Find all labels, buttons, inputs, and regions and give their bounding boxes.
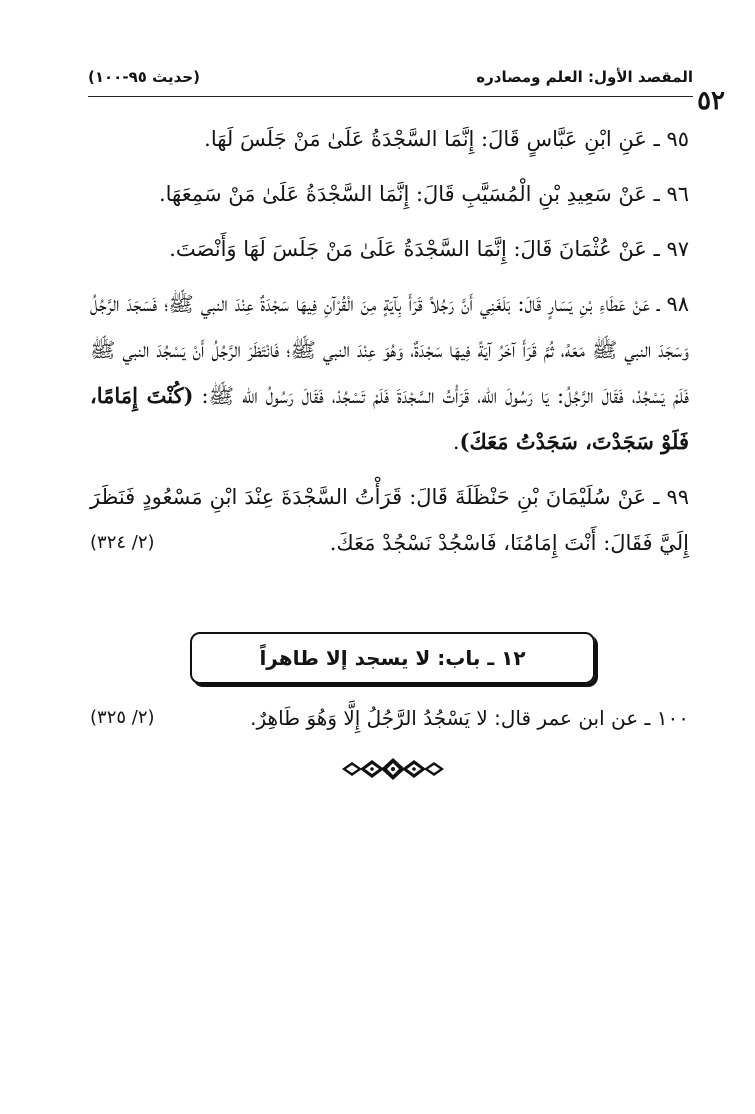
hadith-range: (حديث ٩٥-١٠٠) [88,68,200,86]
hadith-97: ٩٧ ـ عَنْ عُثْمَانَ قَالَ: إِنَّمَا السَّجْدَةُ عَلَىٰ مَنْ جَلَسَ لَهَا وَأَنْصَتَ. [169,237,689,261]
hadith-100-text: ١٠٠ ـ عن ابن عمر قال: لا يَسْجُدُ الرَّجُلُ إِلَّا وَهُوَ طَاهِرٌ. [250,706,689,730]
hadith-99 [90,474,689,566]
page-number: ٥٢ [697,86,725,116]
hadith-98-end: . [452,430,460,454]
hadith-98-text: ٩٨ ـ عَنْ عَطَاءِ بْنِ يَسَارٍ قَالَ: بَلَغَنِي أَنَّ رَجُلاً قَرَأَ بِآيَةٍ مِنَ الْقُرْآنِ فِيهَا سَجْدَةٌ عِنْدَ النبي ﷺ؛ فَسَجَدَ الرَّجُلُ وَسَجَدَ النبي ﷺ مَعَهُ، ثُمَّ قَرَأَ آخَرُ آيَةً فِيهَا سَجْدَةٌ، وَهُوَ عِنْدَ النبي ﷺ؛ فَانْتَظَرَ الرَّجُلُ أَنْ يَسْجُدَ النبي ﷺ فَلَمْ يَسْجُدْ، فَقَالَ الرَّجُلُ: يَا رَسُولَ الله، قَرَأْتُ السَّجْدَةَ فَلَمْ تَسْجُدْ، فَقَالَ رَسُولُ الله ﷺ: [90,292,690,408]
decorative-ornament [338,754,448,784]
chapter-title: ١٢ ـ باب: لا يسجد إلا طاهراً [259,646,526,670]
chapter-heading-box [190,632,595,684]
hadith-98 [90,281,689,465]
section-title: المقصد الأول: العلم ومصادره [476,68,693,86]
running-header [88,64,693,94]
hadith-98-quote: (كُنْتَ إِمَامًا، فَلَوْ سَجَدْتَ، سَجَدْتُ مَعَكَ) [90,383,689,454]
hadith-list [90,116,689,575]
hadith-100-reference: (٢/ ٣٢٥) [90,707,155,728]
hadith-99-text: ٩٩ ـ عَنْ سُلَيْمَانَ بْنِ حَنْظَلَةَ قَالَ: قَرَأْتُ السَّجْدَةَ عِنْدَ ابْنِ مَسْعُودٍ فَنَظَرَ إِلَيَّ فَقَالَ: أَنْتَ إِمَامُنَا، فَاسْجُدْ نَسْجُدْ مَعَكَ. [90,485,689,555]
hadith-95: ٩٥ ـ عَنِ ابْنِ عَبَّاسٍ قَالَ: إِنَّمَا السَّجْدَةُ عَلَىٰ مَنْ جَلَسَ لَهَا. [204,127,689,151]
header-divider [88,96,693,97]
hadith-100 [90,696,689,740]
hadith-99-reference: (٢/ ٣٢٤) [90,532,155,553]
hadith-96: ٩٦ ـ عَنْ سَعِيدِ بْنِ الْمُسَيَّبِ قَالَ: إِنَّمَا السَّجْدَةُ عَلَىٰ مَنْ سَمِعَهَا. [158,182,689,206]
